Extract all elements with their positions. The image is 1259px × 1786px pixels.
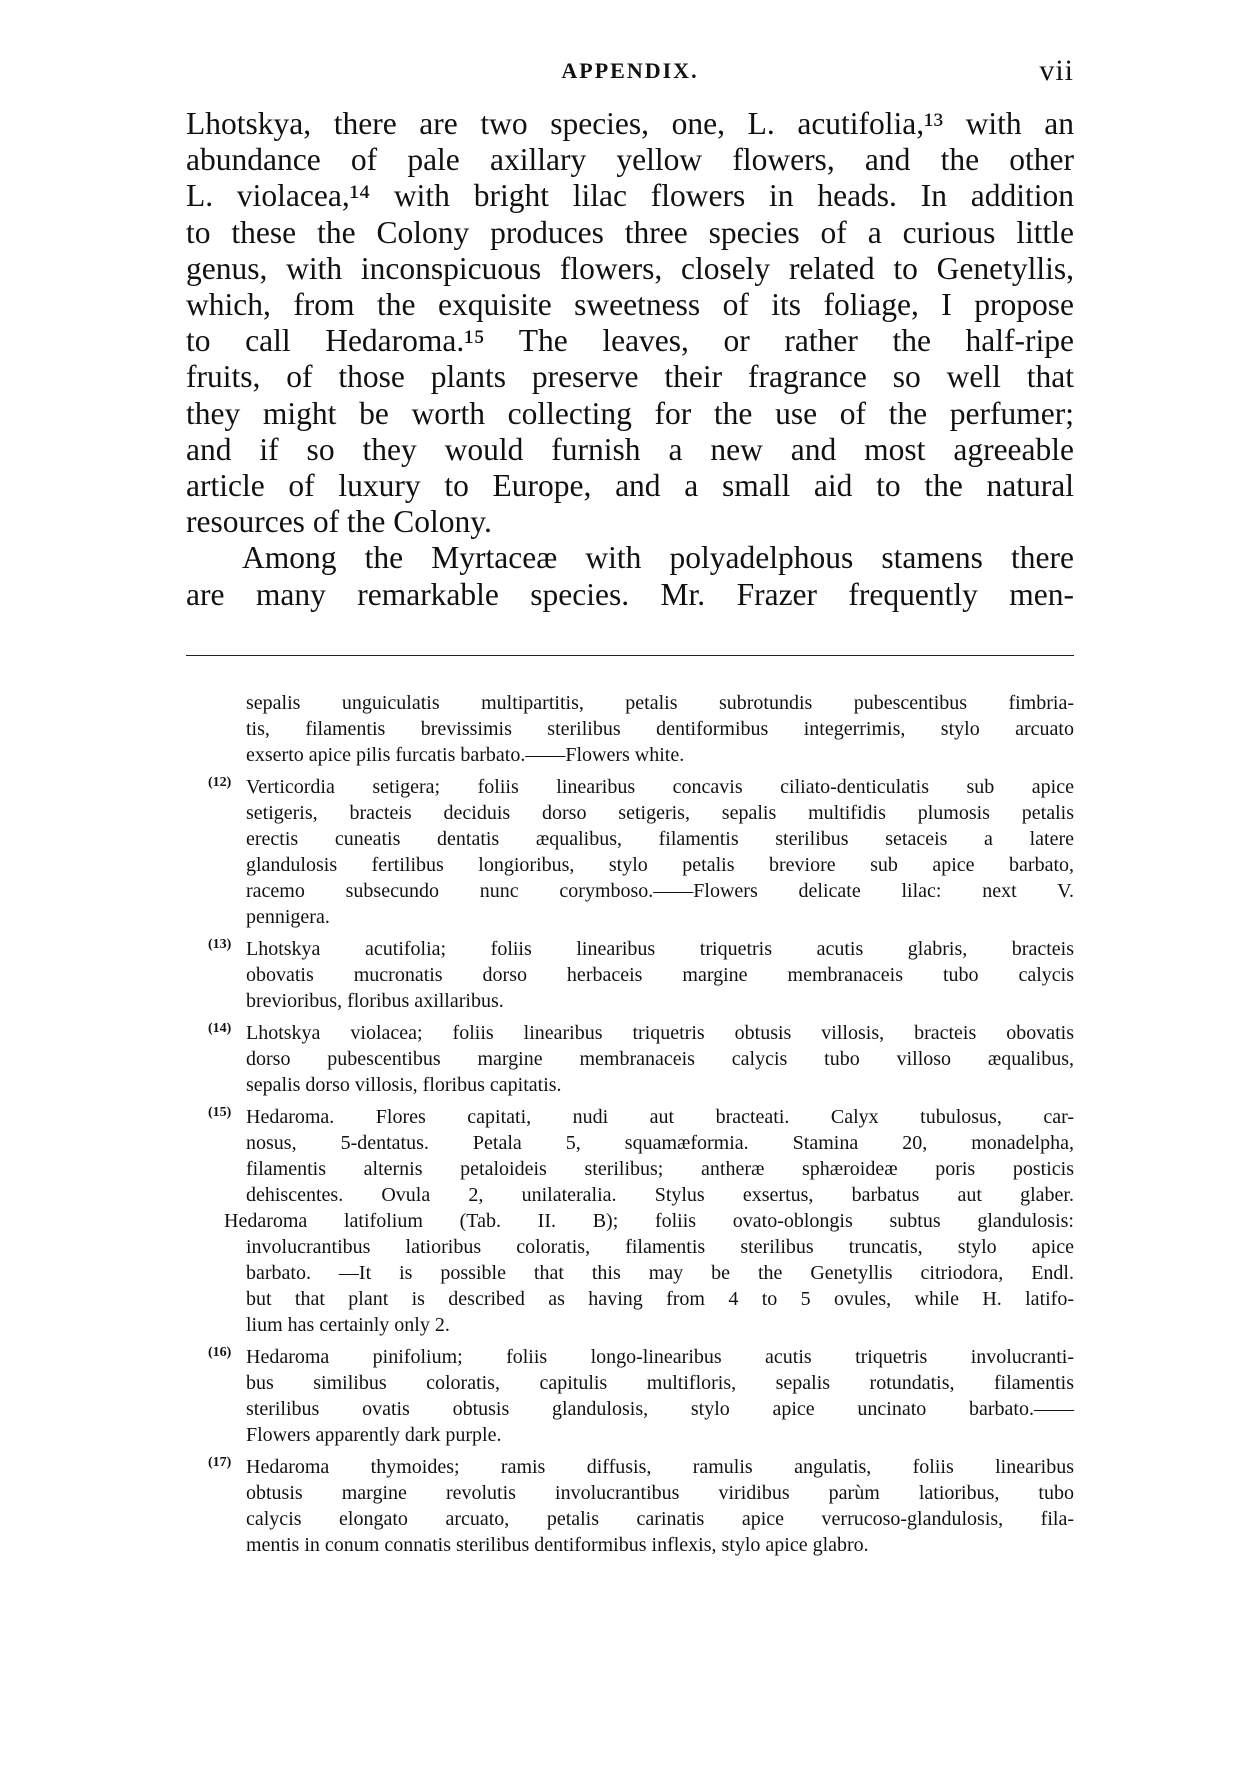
body-line: Lhotskya, there are two species, one, L. acutifolia,¹³ with an (186, 106, 1074, 141)
footnote-13 (208, 936, 1074, 1014)
footnote-line: Lhotskya acutifolia; foliis linearibus triquetris acutis glabris, bracteis (246, 938, 1074, 960)
footnote-line: lium has certainly only 2. (246, 1314, 450, 1336)
footnote-line: barbato. —It is possible that this may be the Genetyllis citriodora, Endl. (246, 1262, 1074, 1284)
footnote-line: Hedaroma latifolium (Tab. II. B); foliis ovato-oblongis subtus glandulosis: (224, 1210, 1074, 1232)
footnote-14 (208, 1020, 1074, 1098)
body-line: which, from the exquisite sweetness of its foliage, I propose (186, 287, 1074, 323)
page-header (186, 54, 1074, 98)
footnote-16 (208, 1344, 1074, 1448)
footnote-marker: (13) (208, 937, 232, 952)
footnote-line: but that plant is described as having from 4 to 5 ovules, while H. latifo- (246, 1288, 1074, 1310)
footnote-15 (208, 1104, 1074, 1338)
footnote-line: Flowers apparently dark purple. (246, 1424, 502, 1446)
footnote-line: sepalis dorso villosis, floribus capitatis. (246, 1074, 562, 1096)
footnote-marker: (14) (208, 1021, 232, 1036)
footnote-marker: (16) (208, 1345, 232, 1360)
footnote-continued (208, 690, 1074, 768)
page-number: vii (1039, 54, 1074, 87)
footnote-line: glandulosis fertilibus longioribus, stylo petalis breviore sub apice barbato, (246, 854, 1074, 876)
body-line: genus, with inconspicuous flowers, closely related to Genetyllis, (186, 250, 1074, 286)
footnote-line: obtusis margine revolutis involucrantibus viridibus parùm latioribus, tubo (246, 1482, 1074, 1504)
footnote-marker: (12) (208, 775, 232, 790)
footnote-line: Hedaroma pinifolium; foliis longo-linearibus acutis triquetris involucranti- (246, 1346, 1074, 1368)
footnote-line: setigeris, bracteis deciduis dorso setigeris, sepalis multifidis plumosis petalis (246, 802, 1074, 824)
footnote-line: Verticordia setigera; foliis linearibus concavis ciliato-denticulatis sub apice (246, 776, 1074, 798)
footnote-line: dorso pubescentibus margine membranaceis calycis tubo villoso æqualibus, (246, 1048, 1074, 1070)
footnote-line: sepalis unguiculatis multipartitis, petalis subrotundis pubescentibus fimbria- (246, 692, 1074, 714)
body-line: fruits, of those plants preserve their fragrance so well that (186, 359, 1074, 395)
footnote-divider (186, 655, 1074, 656)
footnote-line: exserto apice pilis furcatis barbato.——Flowers white. (246, 744, 685, 766)
footnote-line: bus similibus coloratis, capitulis multifloris, sepalis rotundatis, filamentis (246, 1372, 1074, 1394)
footnote-line: involucrantibus latioribus coloratis, filamentis sterilibus truncatis, stylo apice (246, 1236, 1074, 1258)
body-line: and if so they would furnish a new and most agreeable (186, 431, 1074, 467)
body-line: are many remarkable species. Mr. Frazer frequently men- (186, 576, 1074, 612)
footnote-line: brevioribus, floribus axillaribus. (246, 990, 504, 1012)
footnote-marker: (17) (208, 1455, 232, 1470)
body-line: Among the Myrtaceæ with polyadelphous stamens there (242, 540, 1074, 576)
running-title: APPENDIX. (561, 58, 699, 83)
footnote-line: racemo subsecundo nunc corymboso.——Flowers delicate lilac: next V. (246, 880, 1074, 902)
footnote-line: pennigera. (246, 906, 330, 928)
main-text (186, 106, 1074, 613)
body-line: article of luxury to Europe, and a small aid to the natural (186, 468, 1074, 504)
footnote-line: dehiscentes. Ovula 2, unilateralia. Stylus exsertus, barbatus aut glaber. (246, 1184, 1074, 1206)
footnote-12 (208, 774, 1074, 930)
footnote-line: sterilibus ovatis obtusis glandulosis, stylo apice uncinato barbato.—— (246, 1398, 1074, 1420)
body-line: resources of the Colony. (186, 504, 492, 540)
footnote-17 (208, 1454, 1074, 1558)
footnote-line: calycis elongato arcuato, petalis carinatis apice verrucoso-glandulosis, fila- (246, 1508, 1074, 1530)
footnote-line: Hedaroma thymoides; ramis diffusis, ramulis angulatis, foliis linearibus (246, 1456, 1074, 1478)
footnotes (208, 690, 1074, 1564)
footnote-line: filamentis alternis petaloideis sterilibus; antheræ sphæroideæ poris posticis (246, 1158, 1074, 1180)
footnote-line: tis, filamentis brevissimis sterilibus dentiformibus integerrimis, stylo arcuato (246, 718, 1074, 740)
body-line: they might be worth collecting for the use of the perfumer; (186, 395, 1074, 431)
footnote-line: Lhotskya violacea; foliis linearibus triquetris obtusis villosis, bracteis obovatis (246, 1022, 1074, 1044)
footnote-line: erectis cuneatis dentatis æqualibus, filamentis sterilibus setaceis a latere (246, 828, 1074, 850)
footnote-line: obovatis mucronatis dorso herbaceis margine membranaceis tubo calycis (246, 964, 1074, 986)
body-line: L. violacea,¹⁴ with bright lilac flowers in heads. In addition (186, 178, 1074, 214)
footnote-marker: (15) (208, 1105, 232, 1120)
body-line: to these the Colony produces three species of a curious little (186, 214, 1074, 250)
footnote-line: Hedaroma. Flores capitati, nudi aut bracteati. Calyx tubulosus, car- (246, 1106, 1074, 1128)
body-line: to call Hedaroma.¹⁵ The leaves, or rather the half-ripe (186, 323, 1074, 359)
body-line: abundance of pale axillary yellow flowers, and the other (186, 142, 1074, 178)
footnote-line: nosus, 5-dentatus. Petala 5, squamæformia. Stamina 20, monadelpha, (246, 1132, 1074, 1154)
footnote-line: mentis in conum connatis sterilibus dentiformibus inflexis, stylo apice glabro. (246, 1534, 869, 1556)
